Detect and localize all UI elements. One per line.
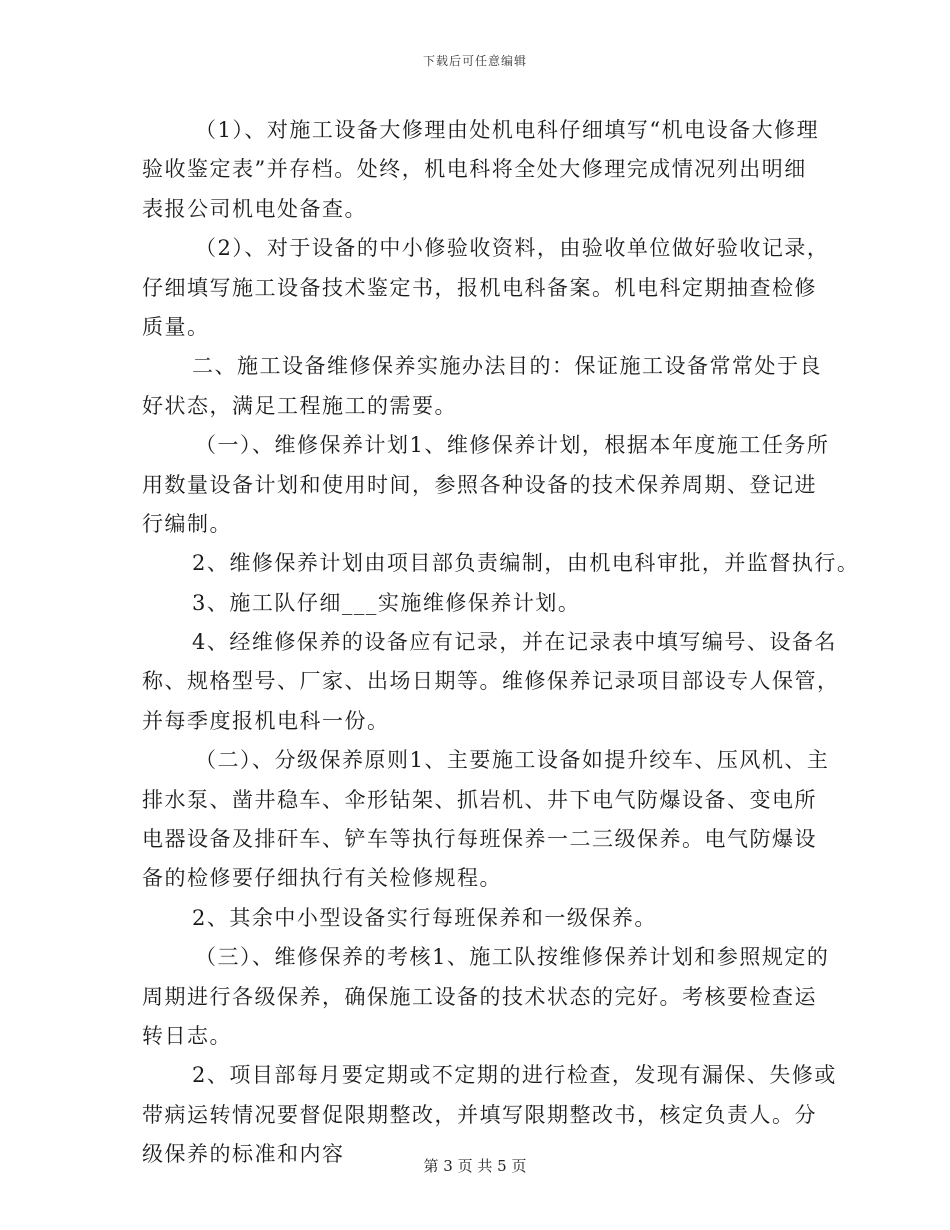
paragraph (0, 426, 950, 544)
text-line: （一）、维修保养计划1、维修保养计划，根据本年度施工任务所 (195, 433, 830, 458)
text-line: 行编制。 (142, 511, 232, 536)
text-line: 2、其余中小型设备实行每班保养和一级保养。 (192, 905, 657, 930)
text-line: 转日志。 (142, 1023, 232, 1048)
text-line: 质量。 (142, 314, 210, 339)
text-line: （2）、对于设备的中小修验收资料，由验收单位做好验收记录， (195, 236, 830, 261)
text-line: 电器设备及排矸车、铲车等执行每班保养一二三级保养。电气防爆设 (142, 827, 817, 852)
paragraph (0, 899, 950, 938)
text-line: （二）、分级保养原则1、主要施工设备如提升绞车、压风机、主 (195, 748, 830, 773)
paragraph (0, 741, 950, 899)
text-line: 备的检修要仔细执行有关检修规程。 (142, 866, 502, 891)
text-line: （1）、对施工设备大修理由处机电科仔细填写“机电设备大修理 (195, 118, 820, 142)
text-line: 验收鉴定表”并存档。处终，机电科将全处大修理完成情况列出明细 (142, 157, 807, 182)
text-line: 2、项目部每月要定期或不定期的进行检查，发现有漏保、失修或 (192, 1063, 837, 1088)
text-line: 称、规格型号、厂家、出场日期等。维修保养记录项目部设专人保管， (142, 669, 840, 694)
text-line: 2、维修保养计划由项目部负责编制，由机电科审批，并监督执行。 (192, 551, 860, 576)
text-line: 排水泵、凿井稳车、伞形钻架、抓岩机、井下电气防爆设备、变电所 (142, 787, 817, 812)
paragraph (0, 544, 950, 583)
paragraph (0, 584, 950, 623)
text-line: 带病运转情况要督促限期整改，并填写限期整改书，核定负责人。分 (142, 1102, 817, 1127)
text-line: 好状态，满足工程施工的需要。 (142, 393, 457, 418)
paragraph (0, 229, 950, 347)
text-line: 4、经维修保养的设备应有记录，并在记录表中填写编号、设备名 (192, 630, 837, 655)
page-number: 第 3 页 共 5 页 (423, 1157, 527, 1175)
paragraph (0, 347, 950, 426)
page-header: 下载后可任意编辑 (422, 54, 527, 68)
paragraph (0, 938, 950, 1056)
text-line: 3、施工队仔细___实施维修保养计划。 (192, 590, 581, 615)
text-line: 用数量设备计划和使用时间，参照各种设备的技术保养周期、登记进 (142, 472, 817, 497)
text-line: 二、施工设备维修保养实施办法目的：保证施工设备常常处于良 (192, 354, 822, 379)
text-line: 周期进行各级保养，确保施工设备的技术状态的完好。考核要检查运 (142, 984, 817, 1009)
paragraph (0, 111, 950, 229)
document-body (0, 111, 950, 1175)
text-line: 级保养的标准和内容 (142, 1142, 345, 1167)
paragraph (0, 623, 950, 741)
text-line: （三）、维修保养的考核1、施工队按维修保养计划和参照规定的 (195, 945, 830, 970)
text-line: 仔细填写施工设备技术鉴定书，报机电科备案。机电科定期抽查检修 (142, 275, 817, 300)
text-line: 表报公司机电处备查。 (142, 196, 367, 221)
text-line: 并每季度报机电科一份。 (142, 708, 390, 733)
